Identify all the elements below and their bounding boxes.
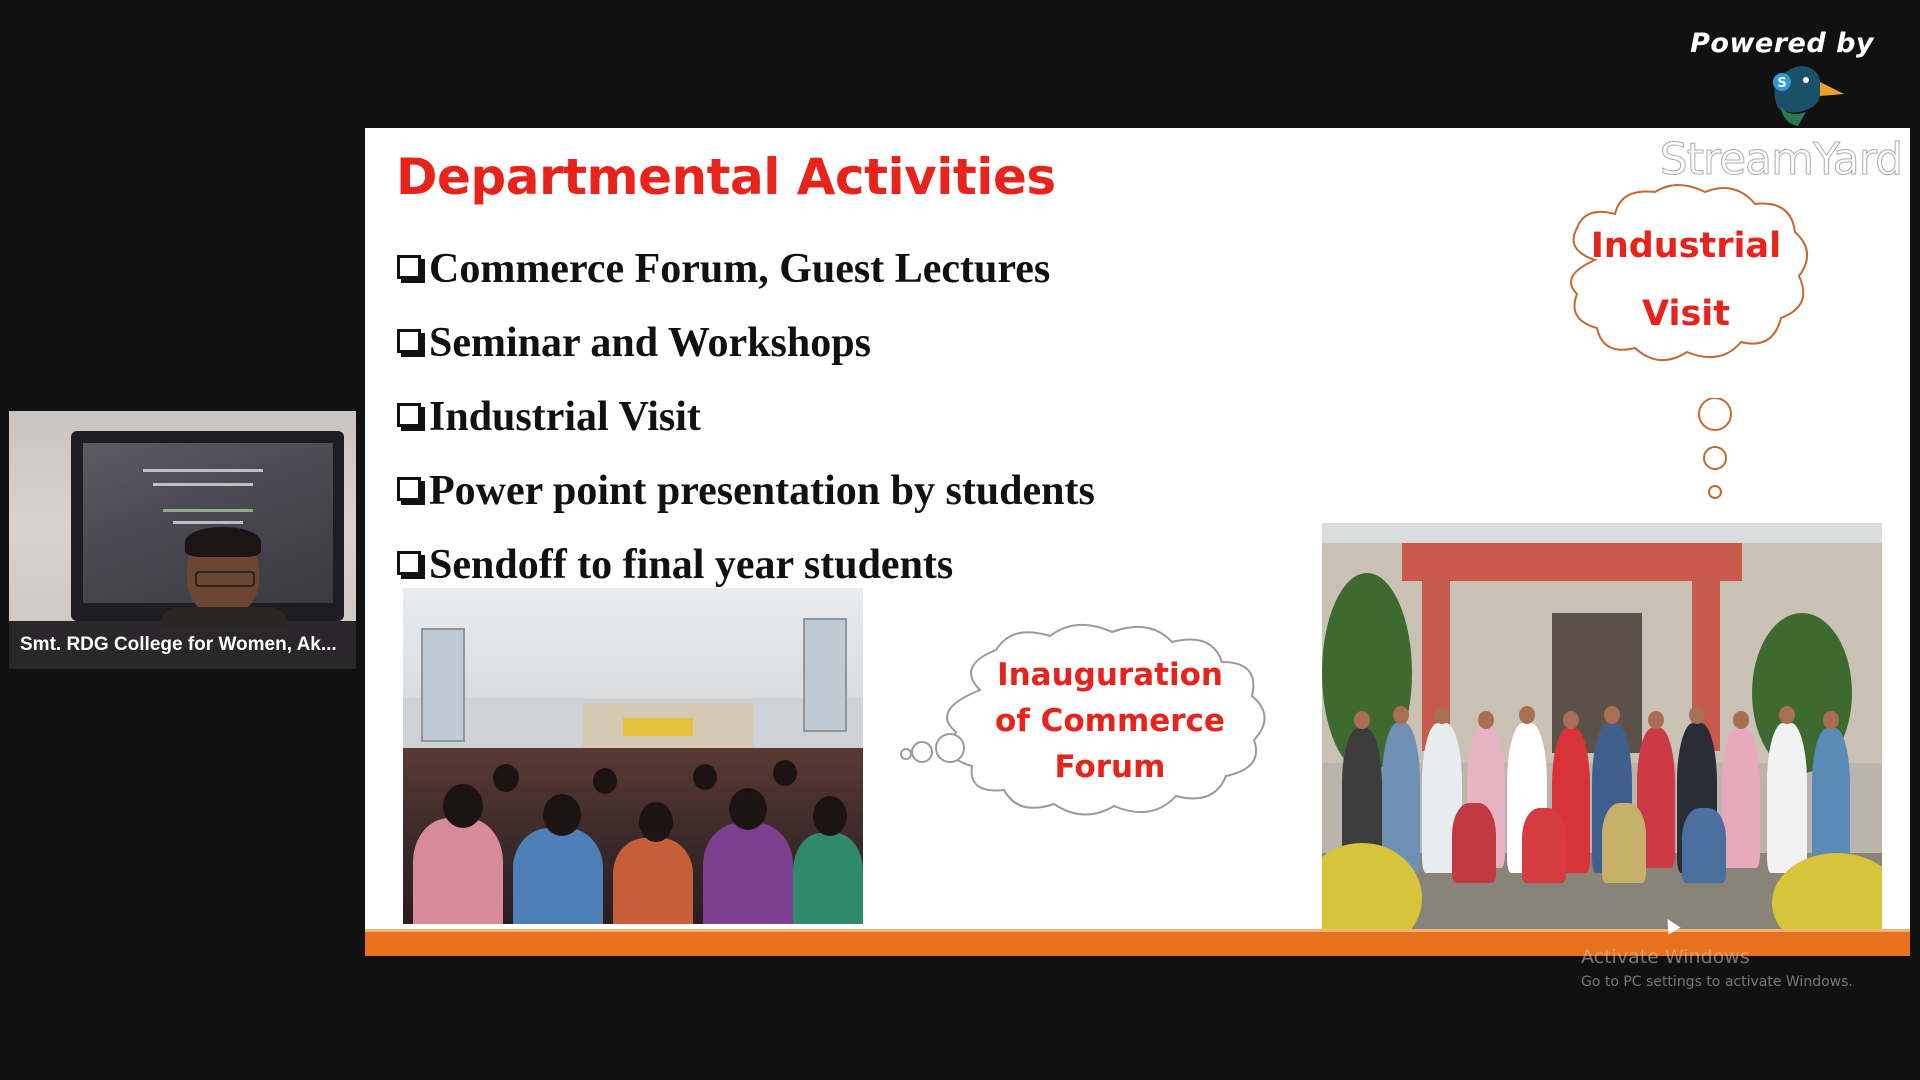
streamyard-wordmark: StreamYard — [1659, 134, 1902, 185]
cloud-text — [960, 652, 1260, 790]
photo-person — [1522, 808, 1566, 883]
tv-text-line — [173, 521, 243, 524]
photo-face — [1519, 706, 1535, 724]
cloud-line: of Commerce — [995, 703, 1225, 739]
photo-head — [639, 802, 673, 842]
checkbox-bullet-icon — [397, 255, 421, 279]
photo-head — [693, 764, 717, 790]
slide-bullet-list — [397, 232, 1095, 602]
photo-window — [803, 618, 847, 732]
photo-face — [1648, 711, 1664, 729]
checkbox-bullet-icon — [397, 551, 421, 575]
cloud-line: Inauguration — [997, 657, 1223, 693]
inauguration-cloud — [900, 618, 1295, 828]
photo-face — [1689, 706, 1705, 724]
cloud-line: Industrial — [1590, 226, 1782, 266]
checkbox-bullet-icon — [397, 329, 421, 353]
bullet-text: Sendoff to final year students — [429, 542, 954, 588]
photo-face — [1478, 711, 1494, 729]
bullet-item — [397, 306, 1095, 380]
photo-person — [1812, 728, 1850, 868]
photo-window — [421, 628, 465, 742]
participant-name-label: Smt. RDG College for Women, Ak... — [9, 621, 356, 669]
tv-text-line — [143, 469, 263, 472]
photo-head — [813, 796, 847, 836]
watermark-subtitle: Go to PC settings to activate Windows. — [1581, 974, 1853, 990]
tv-text-line — [163, 509, 253, 512]
bullet-text: Seminar and Workshops — [429, 320, 871, 366]
photo-person — [413, 818, 503, 924]
photo-head — [773, 760, 797, 786]
photo-face — [1604, 706, 1620, 724]
checkbox-bullet-icon — [397, 403, 421, 427]
participant-glasses — [195, 571, 255, 587]
photo-face — [1563, 711, 1579, 729]
participant-camera-tile[interactable] — [9, 411, 356, 669]
watermark-title: Activate Windows — [1581, 946, 1750, 968]
commerce-forum-photo — [403, 588, 863, 924]
photo-face — [1393, 706, 1409, 724]
photo-ceiling — [403, 588, 863, 698]
industrial-visit-photo — [1322, 523, 1882, 938]
photo-person — [793, 833, 863, 924]
activate-windows-watermark — [1581, 946, 1853, 990]
photo-person — [1682, 808, 1726, 883]
checkbox-bullet-icon — [397, 477, 421, 501]
industrial-visit-cloud — [1555, 180, 1817, 380]
presentation-slide — [365, 128, 1910, 956]
bullet-item — [397, 454, 1095, 528]
photo-face — [1434, 706, 1450, 724]
bullet-text: Commerce Forum, Guest Lectures — [429, 246, 1051, 292]
photo-person — [513, 828, 603, 924]
svg-text:S: S — [1777, 76, 1787, 91]
photo-head — [593, 768, 617, 794]
photo-person — [1722, 728, 1760, 868]
photo-head — [543, 794, 581, 836]
photo-face — [1733, 711, 1749, 729]
cloud-line: Forum — [1054, 749, 1166, 785]
photo-head — [443, 784, 483, 828]
slide-title: Departmental Activities — [396, 148, 1056, 206]
streamyard-duck-icon — [1758, 46, 1848, 136]
tv-text-line — [153, 483, 253, 486]
bullet-text: Power point presentation by students — [429, 468, 1095, 514]
cloud-line: Visit — [1641, 294, 1731, 334]
photo-person — [1602, 803, 1646, 883]
photo-face — [1779, 706, 1795, 724]
photo-face — [1354, 711, 1370, 729]
bullet-item — [397, 380, 1095, 454]
bullet-item — [397, 232, 1095, 306]
photo-person — [613, 838, 693, 924]
powered-by-text: Powered by — [1690, 28, 1874, 59]
photo-person — [1452, 803, 1496, 883]
photo-head — [493, 764, 519, 792]
photo-porch-roof — [1402, 543, 1742, 581]
photo-person — [703, 823, 793, 924]
photo-face — [1823, 711, 1839, 729]
photo-banner — [623, 718, 693, 736]
photo-person — [1767, 723, 1807, 873]
cloud-text — [1555, 212, 1817, 348]
thought-bubbles-industrial — [1695, 398, 1735, 508]
participant-hair — [185, 527, 261, 557]
photo-head — [729, 788, 767, 830]
bullet-text: Industrial Visit — [429, 394, 701, 440]
